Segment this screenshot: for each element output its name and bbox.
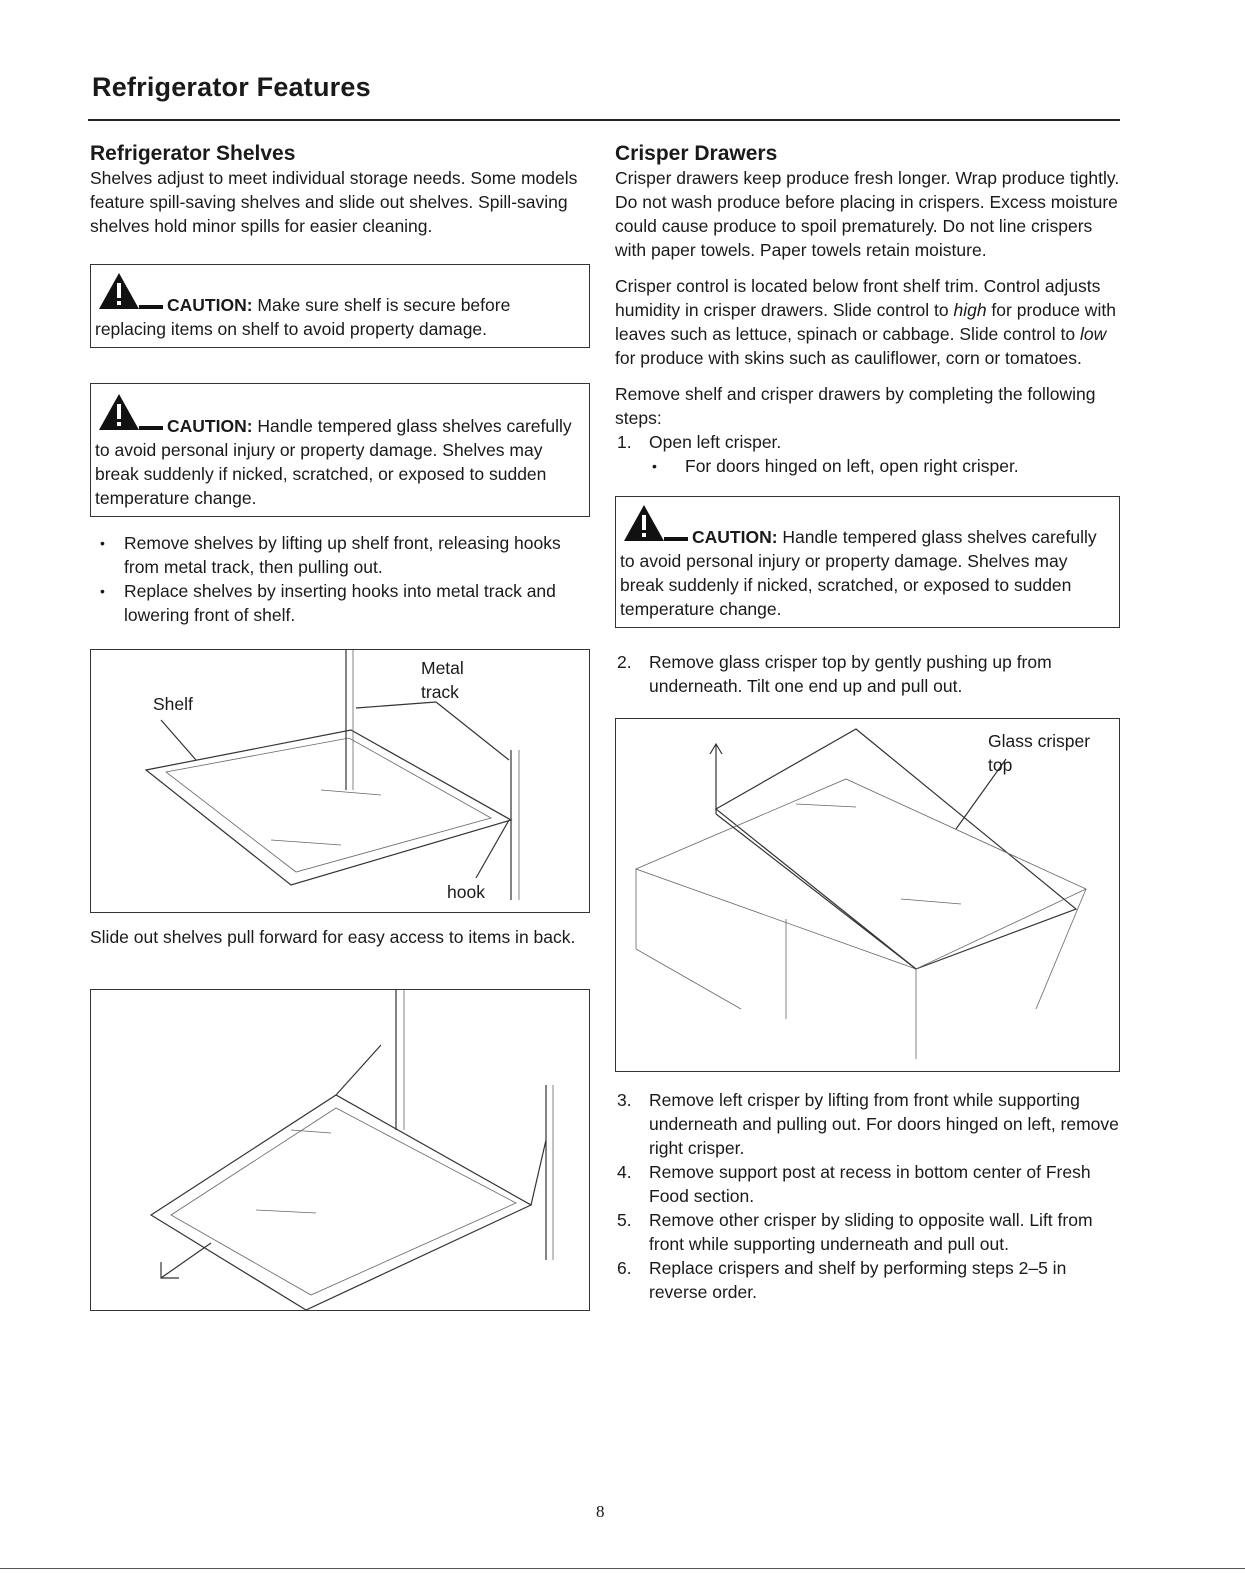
setting-low: low (1080, 324, 1107, 344)
list-item-sub: • For doors hinged on left, open right crisper. (615, 454, 1120, 478)
crisper-figure (615, 718, 1120, 1072)
caution-text-rest: replacing items on shelf to avoid property damage. (95, 319, 488, 339)
caution-text: Handle tempered glass shelves (257, 416, 502, 436)
left-column (90, 142, 590, 1311)
list-item: • Remove shelves by lifting up shelf front, releasing hooks from metal track, then pulling out. (90, 531, 590, 579)
caution-text: Handle tempered glass shelves (782, 527, 1027, 547)
crisper-para2: Crisper control is located below front shelf trim. Control adjusts humidity in crisper drawers. Slide control to high for produce with leaves such as lettuce, spinach or cabbage. Slide control to low for produce with skins such as cauliflower, corn or tomatoes. (615, 276, 1116, 368)
steps-list-1 (615, 430, 1120, 454)
caution-box-secure (90, 264, 590, 348)
caution-label: CAUTION: (692, 527, 778, 547)
caution-text-rest: carefully to avoid personal injury or property damage. Shelves may break suddenly if nicked, scratched, or exposed to sudden temperature change. (620, 527, 1097, 619)
setting-high: high (953, 300, 987, 320)
page-title: Refrigerator Features (92, 72, 371, 102)
shelf-illustration (91, 650, 590, 912)
title-rule (88, 119, 1120, 121)
caution-box-glass-right (615, 496, 1120, 628)
warning-icon (620, 503, 690, 549)
label-metal: Metal (421, 658, 464, 678)
warning-icon (95, 392, 165, 438)
steps-list-3 (615, 1088, 1120, 1304)
shelf-bullets (90, 531, 590, 627)
label-top: top (988, 755, 1013, 775)
page-number: 8 (596, 1502, 605, 1521)
label-track: track (421, 682, 459, 702)
label-glass-crisper: Glass crisper (988, 731, 1091, 751)
footer-rule (0, 1568, 1245, 1569)
slide-shelf-figure (90, 989, 590, 1311)
shelves-intro: Shelves adjust to meet individual storage needs. Some models feature spill-saving shelves and slide out shelves. Spill-saving shelves hold minor spills for easier cleaning. (90, 168, 578, 236)
label-shelf: Shelf (153, 694, 193, 714)
list-item: 1. Open left crisper. (617, 432, 782, 452)
crisper-para1: Crisper drawers keep produce fresh longer. Wrap produce tightly. Do not wash produce before placing in crispers. Excess moisture could cause produce to spoil prematurely. Do not line crispers with paper towels. Paper towels retain moisture. (615, 168, 1120, 260)
caution-text: Make sure shelf is secure before (257, 295, 511, 315)
list-item: 6. Replace crispers and shelf by performing steps 2–5 in reverse order. (617, 1258, 1067, 1302)
list-item: 4. Remove support post at recess in bottom center of Fresh Food section. (617, 1162, 1091, 1206)
caution-text-rest: carefully to avoid personal injury or property damage. Shelves may break suddenly if nicked, scratched, or exposed to sudden temperature change. (95, 416, 572, 508)
list-item: 3. Remove left crisper by lifting from front while supporting underneath and pulling out. For doors hinged on left, remove right crisper. (617, 1090, 1119, 1158)
list-item: 5. Remove other crisper by sliding to opposite wall. Lift from front while supporting underneath and pull out. (617, 1210, 1093, 1254)
steps-list-2 (615, 650, 1120, 698)
right-column (615, 142, 1120, 1304)
caution-label: CAUTION: (167, 416, 253, 436)
label-hook: hook (447, 882, 485, 902)
slide-out-text: Slide out shelves pull forward for easy access to items in back. (90, 927, 576, 947)
caution-box-glass (90, 383, 590, 517)
section-heading-crispers: Crisper Drawers (615, 142, 778, 165)
caution-label: CAUTION: (167, 295, 253, 315)
warning-icon (95, 271, 165, 317)
section-heading-shelves: Refrigerator Shelves (90, 142, 296, 165)
list-item: • Replace shelves by inserting hooks into metal track and lowering front of shelf. (90, 579, 590, 627)
crisper-para3: Remove shelf and crisper drawers by completing the following steps: (615, 384, 1096, 428)
list-item: 2. Remove glass crisper top by gently pushing up from underneath. Tilt one end up and pull out. (617, 652, 1052, 696)
shelf-figure (90, 649, 590, 913)
crisper-illustration (616, 719, 1120, 1071)
slide-shelf-illustration (91, 990, 590, 1310)
